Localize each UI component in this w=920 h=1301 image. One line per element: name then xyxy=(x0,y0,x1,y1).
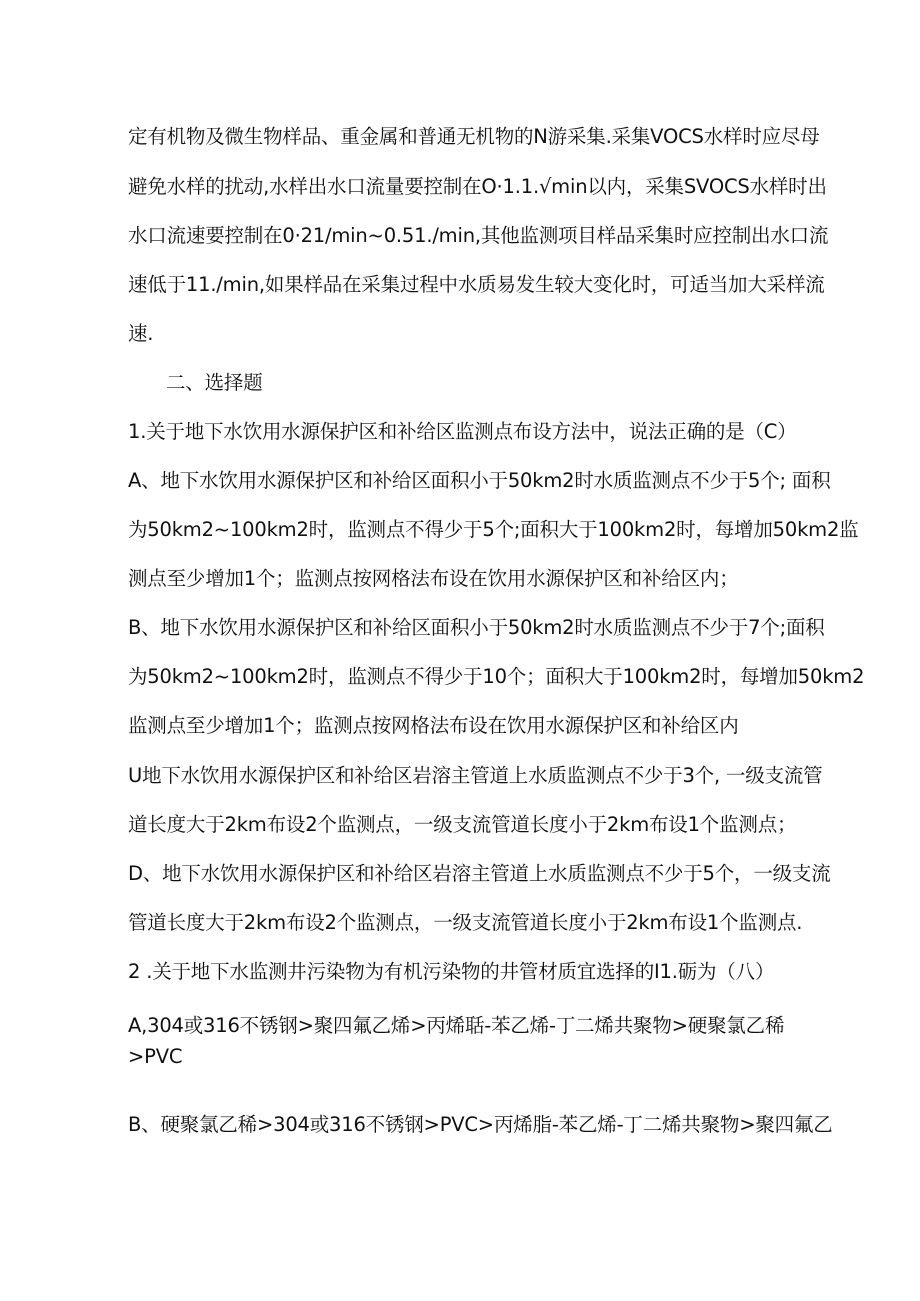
section-heading: 二、选择题 xyxy=(166,371,263,394)
option-line: D、地下水饮用水源保护区和补给区岩溶主管道上水质监测点不少于5个，一级支流 xyxy=(128,862,831,885)
option-line: B、地下水饮用水源保护区和补给区面积小于50km2时水质监测点不少于7个;面积 xyxy=(128,616,825,639)
option-line: 管道长度大于2km布设2个监测点，一级支流管道长度小于2km布设1个监测点. xyxy=(128,911,803,934)
option-line: 监测点至少增加1个；监测点按网格法布设在饮用水源保护区和补给区内 xyxy=(128,714,739,737)
option-line: 为50km2~100km2时，监测点不得少于10个；面积大于100km2时，每增加50km2 xyxy=(128,665,865,688)
question-1: 1.关于地下水饮用水源保护区和补给区监测点布设方法中，说法正确的是（C） xyxy=(128,420,797,443)
option-line: >PVC xyxy=(128,1045,183,1068)
option-line: A,304或316不锈钢>聚四氟乙烯>丙烯聒-苯乙烯-丁二烯共聚物>硬聚氯乙稀 xyxy=(128,1014,785,1037)
paragraph-line: 水口流速要控制在0·21∕min~0.51./min,其他监测项目样品采集时应控制出水口流 xyxy=(128,224,829,247)
option-line: 为50km2~100km2时，监测点不得少于5个;面积大于100km2时，每增加50km2监 xyxy=(128,518,859,541)
option-line: U地下水饮用水源保护区和补给区岩溶主管道上水质监测点不少于3个, 一级支流管 xyxy=(128,764,823,787)
option-line: B、硬聚氯乙稀>304或316不锈钢>PVC>丙烯脂-苯乙烯-丁二烯共聚物>聚四氟乙 xyxy=(128,1113,833,1136)
paragraph-line: 避免水样的扰动,水样出水口流量要控制在O·1.1.√min以内，采集SVOCS水样时出 xyxy=(128,175,827,198)
paragraph-line: 速低于11./min,如果样品在采集过程中水质易发生较大变化时，可适当加大采样流 xyxy=(128,273,825,296)
option-line: A、地下水饮用水源保护区和补给区面积小于50km2时水质监测点不少于5个; 面积 xyxy=(128,469,831,492)
option-line: 测点至少增加1个；监测点按网格法布设在饮用水源保护区和补给区内； xyxy=(128,567,739,590)
paragraph-line: 速. xyxy=(128,322,154,345)
option-line: 道长度大于2km布设2个监测点，一级支流管道长度小于2km布设1个监测点； xyxy=(128,813,797,836)
question-2: 2 .关于地下水监测井污染物为有机污染物的井管材质宜选择的I1.砺为（八） xyxy=(128,960,775,983)
paragraph-line: 定有机物及微生物样品、重金属和普通无机物的N游采集.采集VOCS水样时应尽母 xyxy=(128,125,820,148)
